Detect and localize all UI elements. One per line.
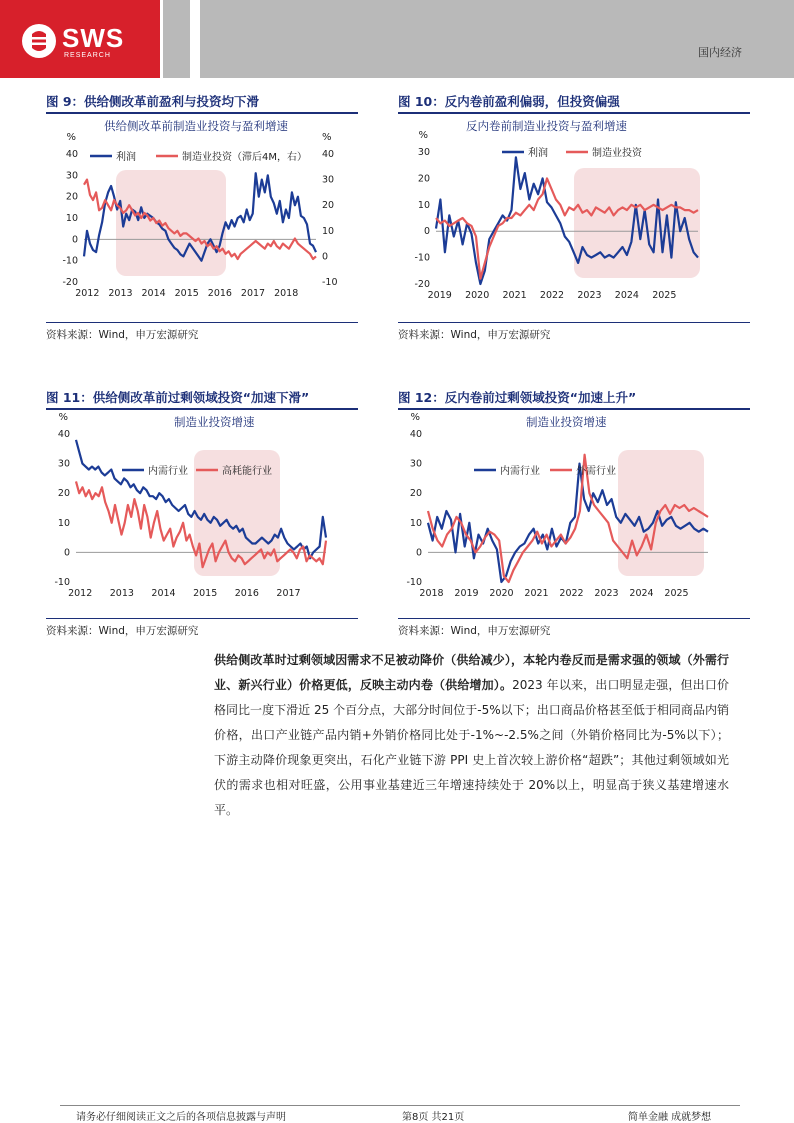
legend-label: 利润: [528, 148, 548, 159]
y-tick-label: 40: [409, 429, 422, 440]
y-tick-label: 30: [417, 147, 430, 158]
x-tick-label: 2013: [109, 588, 134, 599]
x-tick-label: 2018: [419, 588, 444, 599]
x-tick-label: 2023: [594, 588, 619, 599]
x-tick-label: 2015: [193, 588, 218, 599]
chart-title: 制造业投资增速: [174, 415, 255, 429]
figure-9: [46, 92, 358, 342]
y-tick-label-right: 40: [322, 149, 335, 160]
logo-subtext: RESEARCH: [64, 52, 111, 59]
figure-title: 图 10：反内卷前盈利偏弱，但投资偏强: [398, 92, 750, 114]
figure-title: 图 11：供给侧改革前过剩领域投资“加速下滑”: [46, 388, 358, 410]
figure-source: 资料来源：Wind，申万宏源研究: [46, 618, 358, 638]
x-tick-label: 2022: [539, 290, 565, 301]
x-tick-label: 2021: [502, 290, 527, 301]
chart-11: [46, 410, 358, 606]
y-tick-label: 0: [63, 547, 70, 559]
x-tick-label: 2019: [454, 588, 479, 599]
x-tick-label: 2016: [234, 588, 259, 599]
x-tick-label: 2025: [652, 290, 677, 301]
y-unit-right: %: [322, 132, 332, 143]
figure-title: 图 12：反内卷前过剩领域投资“加速上升”: [398, 388, 750, 410]
highlight-region: [618, 450, 704, 576]
chart-9: [46, 114, 358, 310]
figure-12: [398, 388, 750, 638]
chart-title: 反内卷前制造业投资与盈利增速: [466, 119, 627, 133]
footer-divider: [60, 1105, 740, 1106]
body-paragraph: [214, 648, 729, 823]
x-tick-label: 2014: [141, 288, 166, 299]
x-tick-label: 2024: [629, 588, 654, 599]
y-tick-label: 20: [65, 191, 78, 203]
highlight-region: [116, 170, 226, 276]
x-tick-label: 2012: [75, 288, 100, 299]
logo-emblem-icon: [22, 24, 56, 58]
figure-source: 资料来源：Wind，申万宏源研究: [398, 322, 750, 342]
header-red-block: [0, 0, 160, 78]
figure-title: 图 9：供给侧改革前盈利与投资均下滑: [46, 92, 358, 114]
section-label: 国内经济: [698, 46, 742, 59]
y-tick-label: -10: [62, 255, 78, 267]
figure-11: [46, 388, 358, 638]
y-tick-label: 20: [57, 488, 70, 500]
x-tick-label: 2017: [276, 588, 301, 599]
y-tick-label: 20: [409, 488, 422, 500]
y-tick-label: 30: [409, 458, 422, 470]
y-tick-label: -10: [54, 577, 70, 588]
x-tick-label: 2013: [108, 288, 133, 299]
y-tick-label: 0: [71, 234, 78, 246]
highlight-region: [574, 168, 700, 278]
y-tick-label: -10: [406, 577, 422, 588]
chart-12: [398, 410, 750, 606]
chart-10: [398, 114, 750, 310]
header-gray-block: [200, 0, 794, 78]
legend-label: 内需行业: [500, 466, 540, 477]
x-tick-label: 2024: [614, 290, 639, 301]
y-tick-label: 0: [423, 226, 430, 238]
x-tick-label: 2020: [489, 588, 514, 599]
sws-logo: [22, 22, 152, 66]
y-unit-left: %: [418, 130, 428, 141]
x-tick-label: 2019: [427, 290, 452, 301]
y-tick-label: 10: [409, 517, 422, 529]
y-tick-label-right: 30: [322, 174, 335, 186]
y-tick-label: 30: [65, 170, 78, 182]
x-tick-label: 2016: [207, 288, 232, 299]
y-tick-label: -20: [62, 277, 78, 288]
y-tick-label: 40: [65, 149, 78, 160]
y-tick-label: 10: [417, 199, 430, 211]
y-tick-label: 20: [417, 173, 430, 185]
header-gray-strip: [163, 0, 190, 78]
footer-page-number: 第8页 共21页: [402, 1112, 465, 1123]
legend-label: 制造业投资（滞后4M，右）: [182, 152, 307, 163]
x-tick-label: 2025: [664, 588, 689, 599]
body-text: 2023 年以来，出口明显走强，但出口价格同比一度下滑近 25 个百分点，大部分时间位于-5%以下；出口商品价格甚至低于相同商品内销价格，出口产业链产品内销+外销价格同比处于-1%~-2.5%之间（外销价格同比为-5%以下）；下游主动降价现象更突出，石化产业链下游 PPI 史上首次较上游价格“超跌”；其他过剩领域如光伏的需求也相对旺盛，公用事业基建近三年增速持续处于 20%以上，明显高于狭义基建增速水平。: [214, 678, 729, 817]
x-tick-label: 2014: [151, 588, 176, 599]
x-tick-label: 2023: [577, 290, 602, 301]
y-tick-label: 0: [415, 547, 422, 559]
y-tick-label: -20: [414, 279, 430, 290]
x-tick-label: 2021: [524, 588, 549, 599]
body-bold-text: 供给侧改革时过剩领域因需求不足被动降价（供给减少），本轮内卷反而是需求强的领域（外需行业、新兴行业）价格更低，反映主动内卷（供给增加）。: [214, 653, 729, 692]
footer-disclaimer: 请务必仔细阅读正文之后的各项信息披露与声明: [76, 1112, 286, 1123]
y-tick-label-right: 10: [322, 225, 335, 237]
y-tick-label: 40: [57, 429, 70, 440]
x-tick-label: 2020: [465, 290, 490, 301]
y-tick-label: 10: [57, 517, 70, 529]
x-tick-label: 2012: [68, 588, 93, 599]
legend-label: 外需行业: [576, 466, 616, 477]
figure-source: 资料来源：Wind，申万宏源研究: [398, 618, 750, 638]
x-tick-label: 2017: [240, 288, 266, 299]
legend-label: 高耗能行业: [222, 466, 272, 477]
legend-label: 利润: [116, 152, 136, 163]
figure-10: [398, 92, 750, 342]
y-tick-label-right: -10: [322, 277, 338, 288]
x-tick-label: 2022: [559, 588, 584, 599]
y-tick-label: 10: [65, 213, 78, 224]
footer-slogan: 简单金融 成就梦想: [628, 1112, 712, 1123]
y-tick-label: 30: [57, 458, 70, 470]
chart-title: 制造业投资增速: [526, 415, 607, 429]
y-tick-label-right: 0: [322, 251, 329, 263]
y-unit-left: %: [410, 412, 420, 423]
x-tick-label: 2018: [274, 288, 299, 299]
figure-source: 资料来源：Wind，申万宏源研究: [46, 322, 358, 342]
y-tick-label-right: 20: [322, 200, 335, 212]
logo-text: SWS: [62, 23, 125, 53]
x-tick-label: 2015: [174, 288, 199, 299]
y-unit-left: %: [66, 132, 76, 143]
y-unit-left: %: [58, 412, 68, 423]
legend-label: 制造业投资: [592, 148, 642, 159]
chart-title: 供给侧改革前制造业投资与盈利增速: [104, 119, 288, 133]
legend-label: 内需行业: [148, 466, 188, 477]
y-tick-label: -10: [414, 252, 430, 264]
